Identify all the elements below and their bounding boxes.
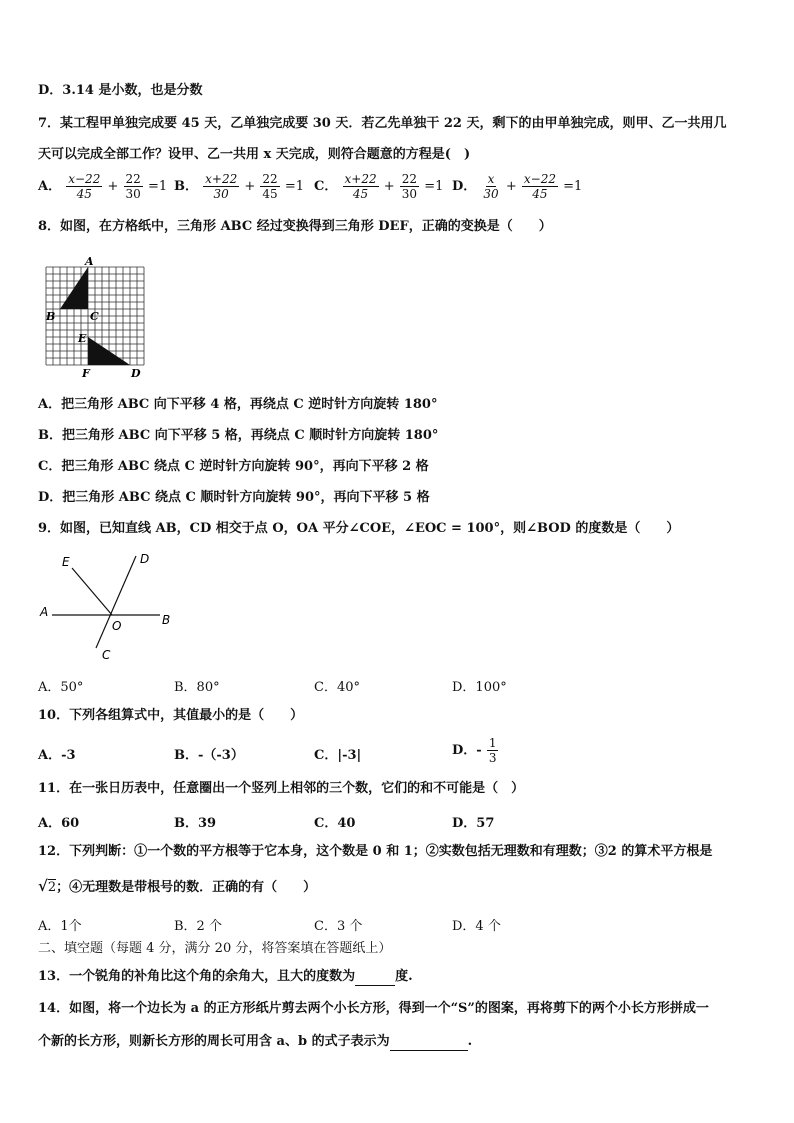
label-f: F (82, 367, 90, 380)
q10-option-c[interactable]: C．|-3| (314, 748, 362, 763)
equals-one: =1 (147, 179, 168, 194)
fraction-numerator: 22 (262, 172, 278, 186)
q7-stem-line1: 7．某工程甲单独完成要 45 天，乙单独完成要 30 天．若乙先单独干 22 天，剩下的由甲单独完成，则甲、乙一共用几 (38, 116, 727, 131)
fraction-numerator: 22 (401, 172, 418, 186)
q11-option-c[interactable]: C．40 (314, 816, 356, 831)
q12-stem-line2 (38, 877, 316, 897)
q9-stem: 9．如图，已知直线 AB，CD 相交于点 O，OA 平分∠COE，∠EOC = 100°，则∠BOD 的度数是（ ） (38, 521, 680, 536)
q12-stem-line1: 12．下列判断：①一个数的平方根等于它本身，这个数是 0 和 1；②实数包括无理数和有理数；③2 的算术平方根是 (38, 844, 713, 859)
q7-option-c[interactable] (314, 172, 443, 201)
q7-option-b[interactable] (174, 172, 304, 201)
line-cd (96, 556, 136, 648)
q11-option-a[interactable]: A．60 (38, 816, 80, 831)
q11-stem: 11．在一张日历表中，任意圈出一个竖列上相邻的三个数，它们的和不可能是（ ） (38, 781, 525, 796)
q9-option-a[interactable]: A．50° (38, 680, 84, 695)
q7-stem-line2: 天可以完成全部工作？设甲、乙一共用 x 天完成，则符合题意的方程是( ) (38, 147, 471, 162)
label-a: A (85, 255, 94, 268)
q8-grid-figure (40, 253, 152, 381)
section-2-heading: 二、填空题（每题 4 分，满分 20 分，将答案填在答题纸上） (38, 941, 392, 956)
fraction-numerator: 22 (125, 172, 141, 186)
label-d: D (140, 552, 150, 566)
fraction-numerator: 1 (488, 736, 497, 750)
q8-option-b[interactable]: B．把三角形 ABC 向下平移 5 格，再绕点 C 顺时针方向旋转 180° (38, 428, 439, 443)
q8-stem: 8．如图，在方格纸中，三角形 ABC 经过变换得到三角形 DEF，正确的变换是（ ） (38, 219, 552, 234)
q6-option-d: D．3.14 是小数，也是分数 (38, 83, 203, 98)
plus-sign: + (107, 179, 119, 194)
label-e: E (62, 555, 70, 569)
q12-line2-text: ；④无理数是带根号的数．正确的有（ ） (56, 880, 317, 895)
q13-answer-blank[interactable] (355, 967, 395, 986)
q8-option-d[interactable]: D．把三角形 ABC 绕点 C 顺时针方向旋转 90°，再向下平移 5 格 (38, 490, 430, 505)
q11-option-d[interactable]: D．57 (452, 816, 495, 831)
q11-option-b[interactable]: B．39 (174, 816, 217, 831)
q12-options (38, 915, 738, 935)
equals-one: =1 (284, 179, 305, 194)
q13-stem (38, 967, 413, 986)
q13-tail: 度. (395, 969, 413, 984)
q10-stem: 10．下列各组算式中，其值最小的是（ ） (38, 708, 304, 723)
fraction-denominator: 45 (262, 187, 278, 201)
q11-options (38, 812, 738, 832)
fraction-denominator: 45 (76, 187, 92, 201)
q10-option-a[interactable]: A．-3 (38, 748, 76, 763)
q10-option-d[interactable] (452, 736, 499, 765)
q14-answer-blank[interactable] (390, 1032, 468, 1051)
label-b: B (46, 310, 56, 323)
label-c: C (90, 310, 99, 323)
label-b: B (162, 613, 171, 627)
fraction-denominator: 45 (532, 187, 548, 201)
fraction-denominator: 45 (352, 187, 369, 201)
label-d: D (131, 367, 141, 380)
q12-option-a[interactable]: A．1个 (38, 919, 82, 934)
q8-option-c[interactable]: C．把三角形 ABC 绕点 C 逆时针方向旋转 90°，再向下平移 2 格 (38, 459, 429, 474)
option-label: D．- (452, 743, 482, 758)
fraction-denominator: 30 (483, 187, 499, 201)
q9-options (38, 676, 738, 696)
q10-options (38, 736, 738, 770)
q14-stem-line2 (38, 1032, 472, 1051)
ray-oe (72, 568, 112, 615)
sqrt-argument: 2 (47, 880, 57, 895)
q10-option-b[interactable]: B．-（-3） (174, 748, 244, 763)
q14-text: 个新的长方形，则新长方形的周长可用含 a、b 的式子表示为 (38, 1034, 390, 1049)
fraction-denominator: 30 (401, 187, 418, 201)
plus-sign: + (505, 179, 517, 194)
label-c: C (102, 648, 111, 662)
q7-options (38, 172, 758, 208)
plus-sign: + (383, 179, 395, 194)
q9-option-c[interactable]: C．40° (314, 680, 360, 695)
fraction-numerator: x−22 (523, 172, 556, 186)
fraction-numerator: x (487, 172, 495, 186)
equals-one: =1 (424, 179, 444, 194)
label-o: O (112, 619, 122, 633)
q7-option-a[interactable] (38, 172, 167, 201)
fraction-denominator: 3 (488, 751, 497, 765)
q12-option-d[interactable]: D．4 个 (452, 919, 501, 934)
sqrt-symbol: √ (38, 877, 48, 895)
q12-option-b[interactable]: B．2 个 (174, 919, 222, 934)
q13-text: 13．一个锐角的补角比这个角的余角大，且大的度数为 (38, 969, 356, 984)
label-a: A (40, 605, 49, 619)
option-label: C． (314, 179, 338, 194)
q9-option-b[interactable]: B．80° (174, 680, 220, 695)
fraction-numerator: x−22 (68, 172, 101, 186)
plus-sign: + (244, 179, 256, 194)
q7-option-d[interactable] (452, 172, 582, 201)
fraction-numerator: x+22 (205, 172, 238, 186)
label-e: E (78, 332, 87, 345)
q9-lines-figure (36, 546, 176, 662)
q9-option-d[interactable]: D．100° (452, 680, 507, 695)
option-label: A． (38, 179, 62, 194)
fraction-denominator: 30 (213, 187, 229, 201)
option-label: D． (452, 179, 477, 194)
q12-option-c[interactable]: C．3 个 (314, 919, 363, 934)
option-label: B． (174, 179, 198, 194)
q14-stem-line1: 14．如图，将一个边长为 a 的正方形纸片剪去两个小长方形，得到一个“S”的图案，再将剪下的两个小长方形拼成一 (38, 1001, 709, 1016)
q14-tail: . (467, 1034, 473, 1049)
equals-one: =1 (563, 179, 583, 194)
fraction-numerator: x+22 (344, 172, 377, 186)
q8-option-a[interactable]: A．把三角形 ABC 向下平移 4 格，再绕点 C 逆时针方向旋转 180° (38, 397, 438, 412)
fraction-denominator: 30 (125, 187, 141, 201)
